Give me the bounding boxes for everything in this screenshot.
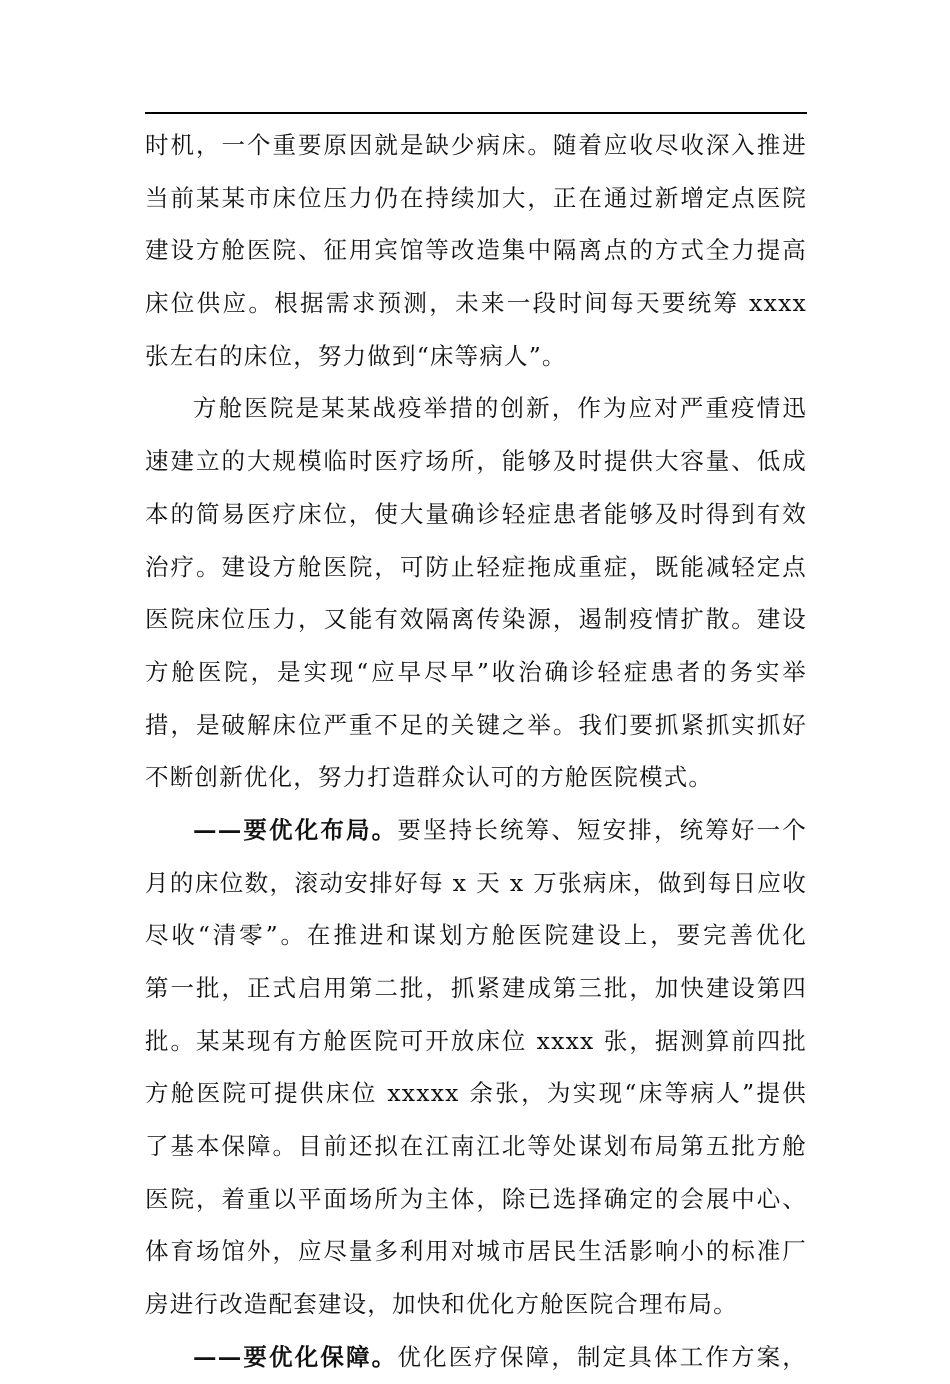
paragraph-4-line-1-text: 优化医疗保障，制定具体工作方案， <box>397 1342 807 1371</box>
paragraph-1-line-3: 建设方舱医院、征用宾馆等改造集中隔离点的方式全力提高 <box>145 236 807 265</box>
paragraph-3-line-5: 批。某某现有方舱医院可开放床位 xxxx 张，据测算前四批 <box>145 1026 807 1055</box>
header-rule <box>145 112 807 114</box>
paragraph-4-line-1 <box>145 1331 807 1384</box>
paragraph-3-line-1 <box>145 804 807 857</box>
paragraph-3-line-1-text: 要坚持长统筹、短安排，统筹好一个 <box>397 815 807 844</box>
paragraph-3-line-7: 了基本保障。目前还拟在江南江北等处谋划布局第五批方舱 <box>145 1132 807 1161</box>
paragraph-1-line-1: 时机，一个重要原因就是缺少病床。随着应收尽收深入推进 <box>145 131 807 159</box>
paragraph-3-line-10: 房进行改造配套建设，加快和优化方舱医院合理布局。 <box>145 1290 738 1319</box>
paragraph-2-line-8: 不断创新优化，努力打造群众认可的方舱医院模式。 <box>145 763 714 792</box>
paragraph-3-line-2: 月的床位数，滚动安排好每 x 天 x 万张病床，做到每日应收 <box>145 868 807 897</box>
paragraph-1-line-2: 当前某某市床位压力仍在持续加大，正在通过新增定点医院 <box>145 183 807 212</box>
paragraph-3-line-6: 方舱医院可提供床位 xxxxx 余张，为实现“床等病人”提供 <box>145 1079 807 1108</box>
body-text <box>145 119 807 1384</box>
section-heading-layout: ——要优化布局。 <box>193 815 398 844</box>
paragraph-2-line-2: 速建立的大规模临时医疗场所，能够及时提供大容量、低成 <box>145 447 807 476</box>
paragraph-2-line-1: 方舱医院是某某战疫举措的创新，作为应对严重疫情迅 <box>193 394 807 423</box>
paragraph-1-line-5: 张左右的床位，努力做到“床等病人”。 <box>145 341 567 370</box>
paragraph-3-line-4: 第一批，正式启用第二批，抓紧建成第三批，加快建设第四 <box>145 974 807 1002</box>
paragraph-2-line-3: 本的简易医疗床位，使大量确诊轻症患者能够及时得到有效 <box>145 499 807 528</box>
paragraph-2-line-4: 治疗。建设方舱医院，可防止轻症拖成重症，既能减轻定点 <box>145 552 807 581</box>
paragraph-3-line-8: 医院，着重以平面场所为主体，除已选择确定的会展中心、 <box>145 1184 807 1213</box>
paragraph-3-line-3: 尽收“清零”。在推进和谋划方舱医院建设上，要完善优化 <box>145 921 807 950</box>
paragraph-3-line-9: 体育场馆外，应尽量多利用对城市居民生活影响小的标准厂 <box>145 1237 807 1266</box>
paragraph-2-line-6: 方舱医院，是实现“应早尽早”收治确诊轻症患者的务实举 <box>145 657 807 686</box>
paragraph-1-line-4: 床位供应。根据需求预测，未来一段时间每天要统筹 xxxx <box>145 289 807 318</box>
paragraph-2-line-7: 措，是破解床位严重不足的关键之举。我们要抓紧抓实抓好 <box>145 710 807 739</box>
section-heading-support: ——要优化保障。 <box>193 1342 398 1371</box>
paragraph-2-line-5: 医院床位压力，又能有效隔离传染源，遏制疫情扩散。建设 <box>145 605 807 634</box>
